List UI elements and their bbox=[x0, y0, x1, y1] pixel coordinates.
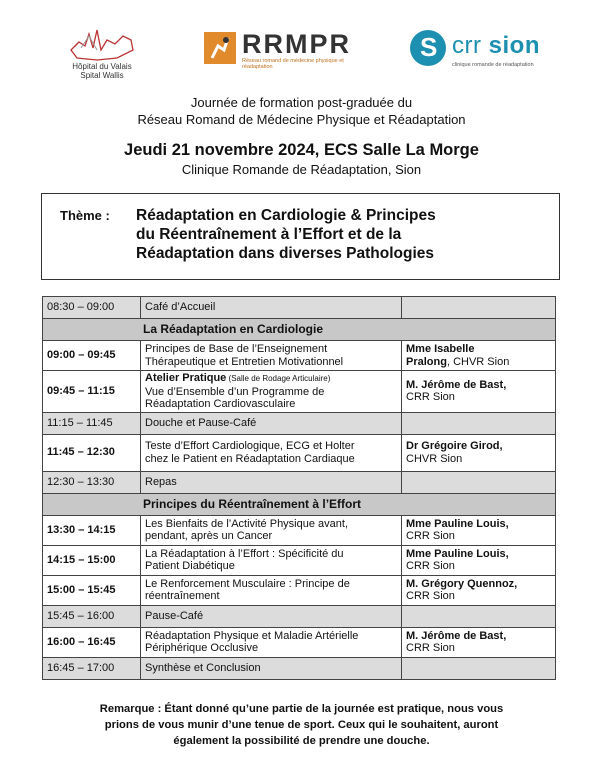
remark-line1: Remarque : Étant donné qu’une partie de la journée est pratique, nous vous bbox=[99, 703, 504, 715]
theme-line2: du Réentraînement à l’Effort et de la bbox=[136, 226, 402, 243]
crr-s-icon: S bbox=[410, 30, 446, 66]
table-row bbox=[43, 341, 556, 371]
speaker-cell: M. Grégory Quennoz, CRR Sion bbox=[402, 575, 556, 605]
time-cell: 14:15 – 15:00 bbox=[43, 545, 141, 575]
speaker-cell bbox=[402, 297, 556, 319]
time-cell: 13:30 – 14:15 bbox=[43, 515, 141, 545]
theme-line3: Réadaptation dans diverses Pathologies bbox=[136, 245, 435, 262]
activity-cell: Réadaptation Physique et Maladie Artérielle Périphérique Occlusive bbox=[141, 627, 402, 657]
time-cell: 15:00 – 15:45 bbox=[43, 575, 141, 605]
remark-line3: également la possibilité de prendre une douche. bbox=[173, 735, 430, 747]
speaker-cell bbox=[402, 657, 556, 679]
remark-line2: prions de vous munir d’une tenue de sport. Ceux qui le souhaitent, auront bbox=[104, 719, 499, 731]
crr-subtitle: clinique romande de réadaptation bbox=[452, 62, 534, 68]
crr-sion-logo bbox=[410, 30, 540, 76]
time-cell: 09:00 – 09:45 bbox=[43, 341, 141, 371]
event-date: Jeudi 21 novembre 2024, ECS Salle La Morge bbox=[124, 141, 479, 159]
activity-cell: La Réadaptation à l’Effort : Spécificité du Patient Diabétique bbox=[141, 545, 402, 575]
rrmpr-logo bbox=[204, 29, 374, 72]
time-cell: 16:00 – 16:45 bbox=[43, 627, 141, 657]
table-row bbox=[43, 471, 556, 493]
table-row bbox=[43, 627, 556, 657]
activity-cell: Douche et Pause-Café bbox=[141, 412, 402, 434]
remark-text bbox=[40, 701, 563, 749]
speaker-cell: M. Jérôme de Bast, CRR Sion bbox=[402, 371, 556, 413]
crr-wordmark: crr sion bbox=[452, 32, 540, 59]
section-row bbox=[43, 319, 556, 341]
section-row bbox=[43, 493, 556, 515]
section-title: Principes du Réentraînement à l’Effort bbox=[43, 493, 556, 515]
table-row bbox=[43, 297, 556, 319]
time-cell: 11:45 – 12:30 bbox=[43, 434, 141, 471]
time-cell: 12:30 – 13:30 bbox=[43, 471, 141, 493]
rrmpr-subtitle: Réseau romand de médecine physique et réadaptation bbox=[242, 58, 344, 70]
logo-bar bbox=[0, 18, 603, 88]
activity-cell: Principes de Base de l’Enseignement Thérapeutique et Entretien Motivationnel bbox=[141, 341, 402, 371]
speaker-cell: Mme Pauline Louis, CRR Sion bbox=[402, 545, 556, 575]
table-row bbox=[43, 515, 556, 545]
hopital-name-line2: Spital Wallis bbox=[80, 71, 124, 80]
activity-cell: Teste d’Effort Cardiologique, ECG et Holter chez le Patient en Réadaptation Cardiaque bbox=[141, 434, 402, 471]
activity-cell: Synthèse et Conclusion bbox=[141, 657, 402, 679]
activity-cell: Café d’Accueil bbox=[141, 297, 402, 319]
event-place: Clinique Romande de Réadaptation, Sion bbox=[181, 162, 422, 177]
activity-cell: Les Bienfaits de l’Activité Physique avant, pendant, après un Cancer bbox=[141, 515, 402, 545]
theme-label: Thème : bbox=[60, 208, 110, 223]
table-row bbox=[43, 657, 556, 679]
time-cell: 16:45 – 17:00 bbox=[43, 657, 141, 679]
speaker-cell bbox=[402, 471, 556, 493]
time-cell: 11:15 – 11:45 bbox=[43, 412, 141, 434]
table-row bbox=[43, 575, 556, 605]
section-title: La Réadaptation en Cardiologie bbox=[43, 319, 556, 341]
valais-map-icon bbox=[67, 20, 137, 62]
activity-cell: Le Renforcement Musculaire : Principe de réentraînement bbox=[141, 575, 402, 605]
activity-cell: Atelier Pratique (Salle de Rodage Articulaire) Vue d’Ensemble d’un Programme de Réadaptation Cardiovasculaire bbox=[141, 371, 402, 413]
speaker-cell: M. Jérôme de Bast, CRR Sion bbox=[402, 627, 556, 657]
intro-line2: Réseau Romand de Médecine Physique et Réadaptation bbox=[137, 112, 466, 127]
speaker-cell: Mme Isabelle Pralong, CHVR Sion bbox=[402, 341, 556, 371]
rrmpr-wordmark: RRMPR bbox=[242, 29, 351, 59]
time-cell: 15:45 – 16:00 bbox=[43, 605, 141, 627]
table-row bbox=[43, 412, 556, 434]
activity-cell: Pause-Café bbox=[141, 605, 402, 627]
theme-line1: Réadaptation en Cardiologie & Principes bbox=[136, 207, 436, 224]
intro-line1: Journée de formation post-graduée du bbox=[190, 95, 413, 110]
rrmpr-mark-icon bbox=[204, 32, 236, 64]
time-cell: 08:30 – 09:00 bbox=[43, 297, 141, 319]
table-row bbox=[43, 605, 556, 627]
speaker-cell: Mme Pauline Louis, CRR Sion bbox=[402, 515, 556, 545]
table-row bbox=[43, 371, 556, 413]
schedule-table bbox=[42, 296, 556, 680]
speaker-cell bbox=[402, 605, 556, 627]
table-row bbox=[43, 545, 556, 575]
activity-cell: Repas bbox=[141, 471, 402, 493]
speaker-cell bbox=[402, 412, 556, 434]
table-row bbox=[43, 434, 556, 471]
time-cell: 09:45 – 11:15 bbox=[43, 371, 141, 413]
intro-text bbox=[0, 94, 603, 128]
theme-title bbox=[136, 206, 546, 263]
speaker-cell: Dr Grégoire Girod, CHVR Sion bbox=[402, 434, 556, 471]
hopital-valais-logo bbox=[62, 20, 142, 86]
hopital-name-line1: Hôpital du Valais bbox=[72, 62, 132, 71]
theme-box bbox=[41, 193, 560, 280]
